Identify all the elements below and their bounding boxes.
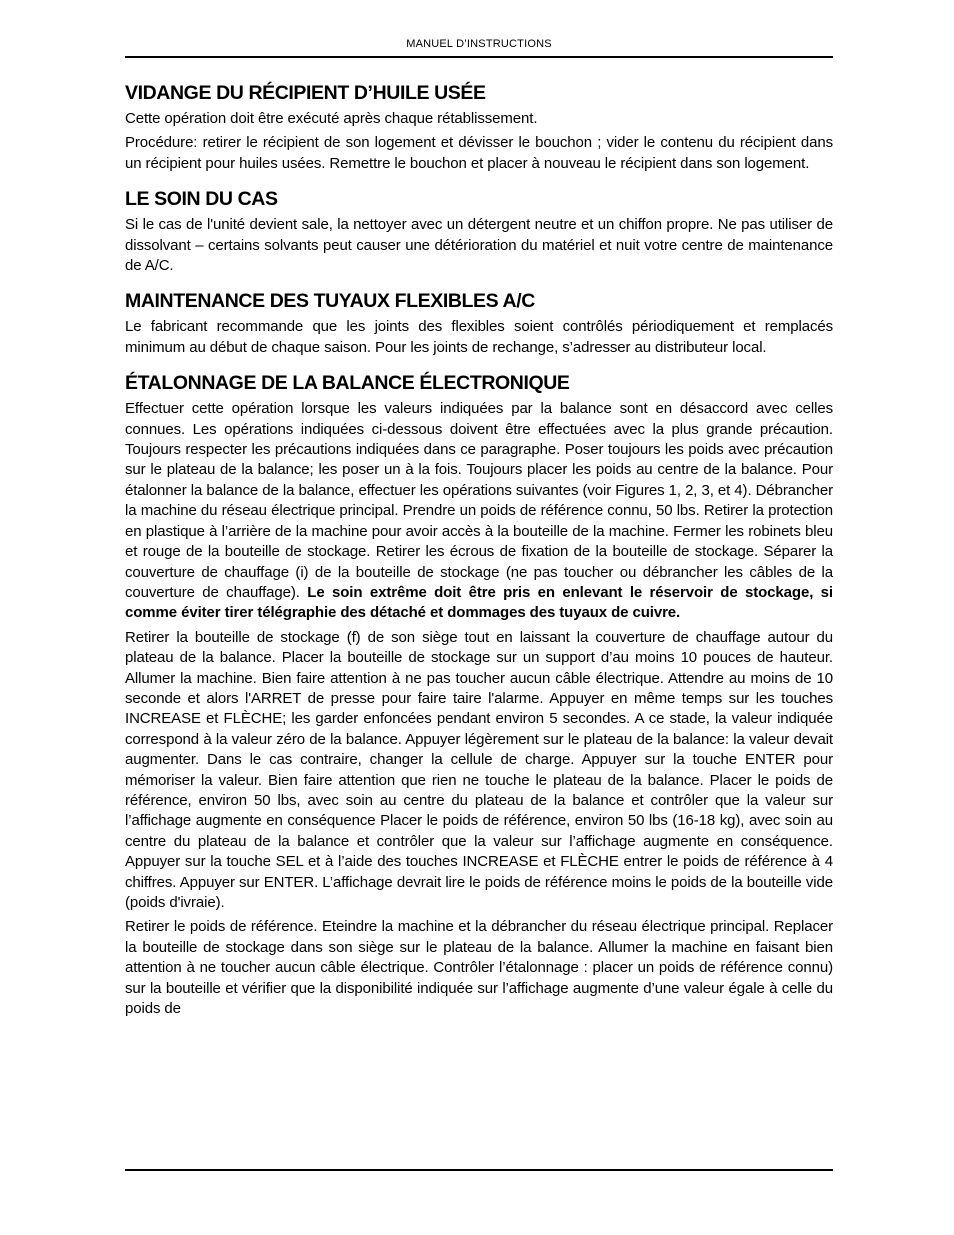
footer-rule [125, 1169, 833, 1171]
paragraph: Si le cas de l'unité devient sale, la nettoyer avec un détergent neutre et un chiffon propre. Ne pas utiliser de dissolvant – certains solvants peut causer une détérioration du matériel et nuit votre centre de maintenance de A/C. [125, 216, 833, 275]
section-title-maintenance: MAINTENANCE DES TUYAUX FLEXIBLES A/C [125, 290, 535, 313]
paragraph: Retirer le poids de référence. Eteindre la machine et la débrancher du réseau électrique principal. Replacer la bouteille de stockage dans son siège sur le plateau de la balance. Allumer la machine en faisant bien attention à ne toucher aucun câble électrique. Contrôler l’étalonnage : placer un poids de référence connu) sur la bouteille et vérifier que la disponibilité indiquée sur l’affichage augmente d’une valeur égale à celle du poids de [125, 918, 833, 1018]
paragraph: Procédure: retirer le récipient de son logement et dévisser le bouchon ; vider le contenu du récipient dans un récipient pour huiles usées. Remettre le bouchon et placer à nouveau le récipient dans son logement. [125, 134, 833, 172]
paragraph [125, 399, 833, 623]
paragraph: Le fabricant recommande que les joints des flexibles soient contrôlés périodiquement et remplacés minimum au début de chaque saison. Pour les joints de rechange, s’adresser au distributeur local. [125, 318, 833, 356]
paragraph: Cette opération doit être exécuté après chaque rétablissement. [125, 110, 538, 127]
section-title-etalonnage: ÉTALONNAGE DE LA BALANCE ÉLECTRONIQUE [125, 372, 570, 395]
paragraph: Retirer la bouteille de stockage (f) de son siège tout en laissant la couverture de chauffage autour du plateau de la balance. Placer la bouteille de stockage sur un support d’au moins 10 pouces de hauteur. Allumer la machine. Bien faire attention à ne pas toucher aucun câble électrique. Attendre au moins de 10 seconde et alors l'ARRET de presse pour faire taire l'alarme. Appuyer en même temps sur les touches INCREASE et FLÈCHE; les garder enfoncées pendant environ 5 secondes. A ce stade, la valeur indiquée correspond à la valeur zéro de la balance. Appuyer légèrement sur le plateau de la balance: la valeur devait augmenter. Dans le cas contraire, changer la cellule de charge. Appuyer sur la touche ENTER pour mémoriser la valeur. Bien faire attention que rien ne touche le plateau de la balance. Placer le poids de référence, environ 50 lbs, avec soin au centre du plateau de la balance et contrôler que la valeur sur l’affichage augmente en conséquence Placer le poids de référence, environ 50 lbs (16-18 kg), avec soin au centre du plateau de la balance et contrôler que la valeur sur l’affichage augmente en conséquence. Appuyer sur la touche SEL et à l’aide des touches INCREASE et FLÈCHE entrer le poids de référence à 4 chiffres. Appuyer sur ENTER. L’affichage devrait lire le poids de référence moins le poids de la bouteille vide (poids d'ivraie). [125, 628, 833, 911]
warning-text: Le soin extrême doit être pris en enlevant le réservoir de stockage, si comme éviter tirer télégraphie des détaché et dommages des tuyaux de cuivre. [125, 583, 833, 622]
running-header: MANUEL D’INSTRUCTIONS [406, 38, 552, 50]
header-rule [125, 56, 833, 58]
document-body [125, 80, 833, 1018]
paragraph-text: Effectuer cette opération lorsque les valeurs indiquées par la balance sont en désaccord avec celles connues. Les opérations indiquées ci-dessous doivent être effectuées avec la plus grande précaution. Toujours respecter les précautions indiquées dans ce paragraphe. Poser toujours les poids avec précaution sur le plateau de la balance; les poser un à la fois. Toujours placer les poids au centre de la balance. Pour étalonner la balance de la balance, effectuer les opérations suivantes (voir Figures 1, 2, 3, et 4). Débrancher la machine du réseau électrique principal. Prendre un poids de référence connu, 50 lbs. Retirer la protection en plastique à l’arrière de la machine pour avoir accès à la bouteille de la machine. Fermer les robinets bleu et rouge de la bouteille de stockage. Retirer les écrous de fixation de la bouteille de stockage. Séparer la couverture de chauffage (i) de la bouteille de stockage (ne pas toucher ou débrancher les câbles de la couverture de chauffage). [125, 400, 833, 601]
section-title-soin: LE SOIN DU CAS [125, 188, 278, 211]
section-title-vidange: VIDANGE DU RÉCIPIENT D’HUILE USÉE [125, 82, 486, 104]
